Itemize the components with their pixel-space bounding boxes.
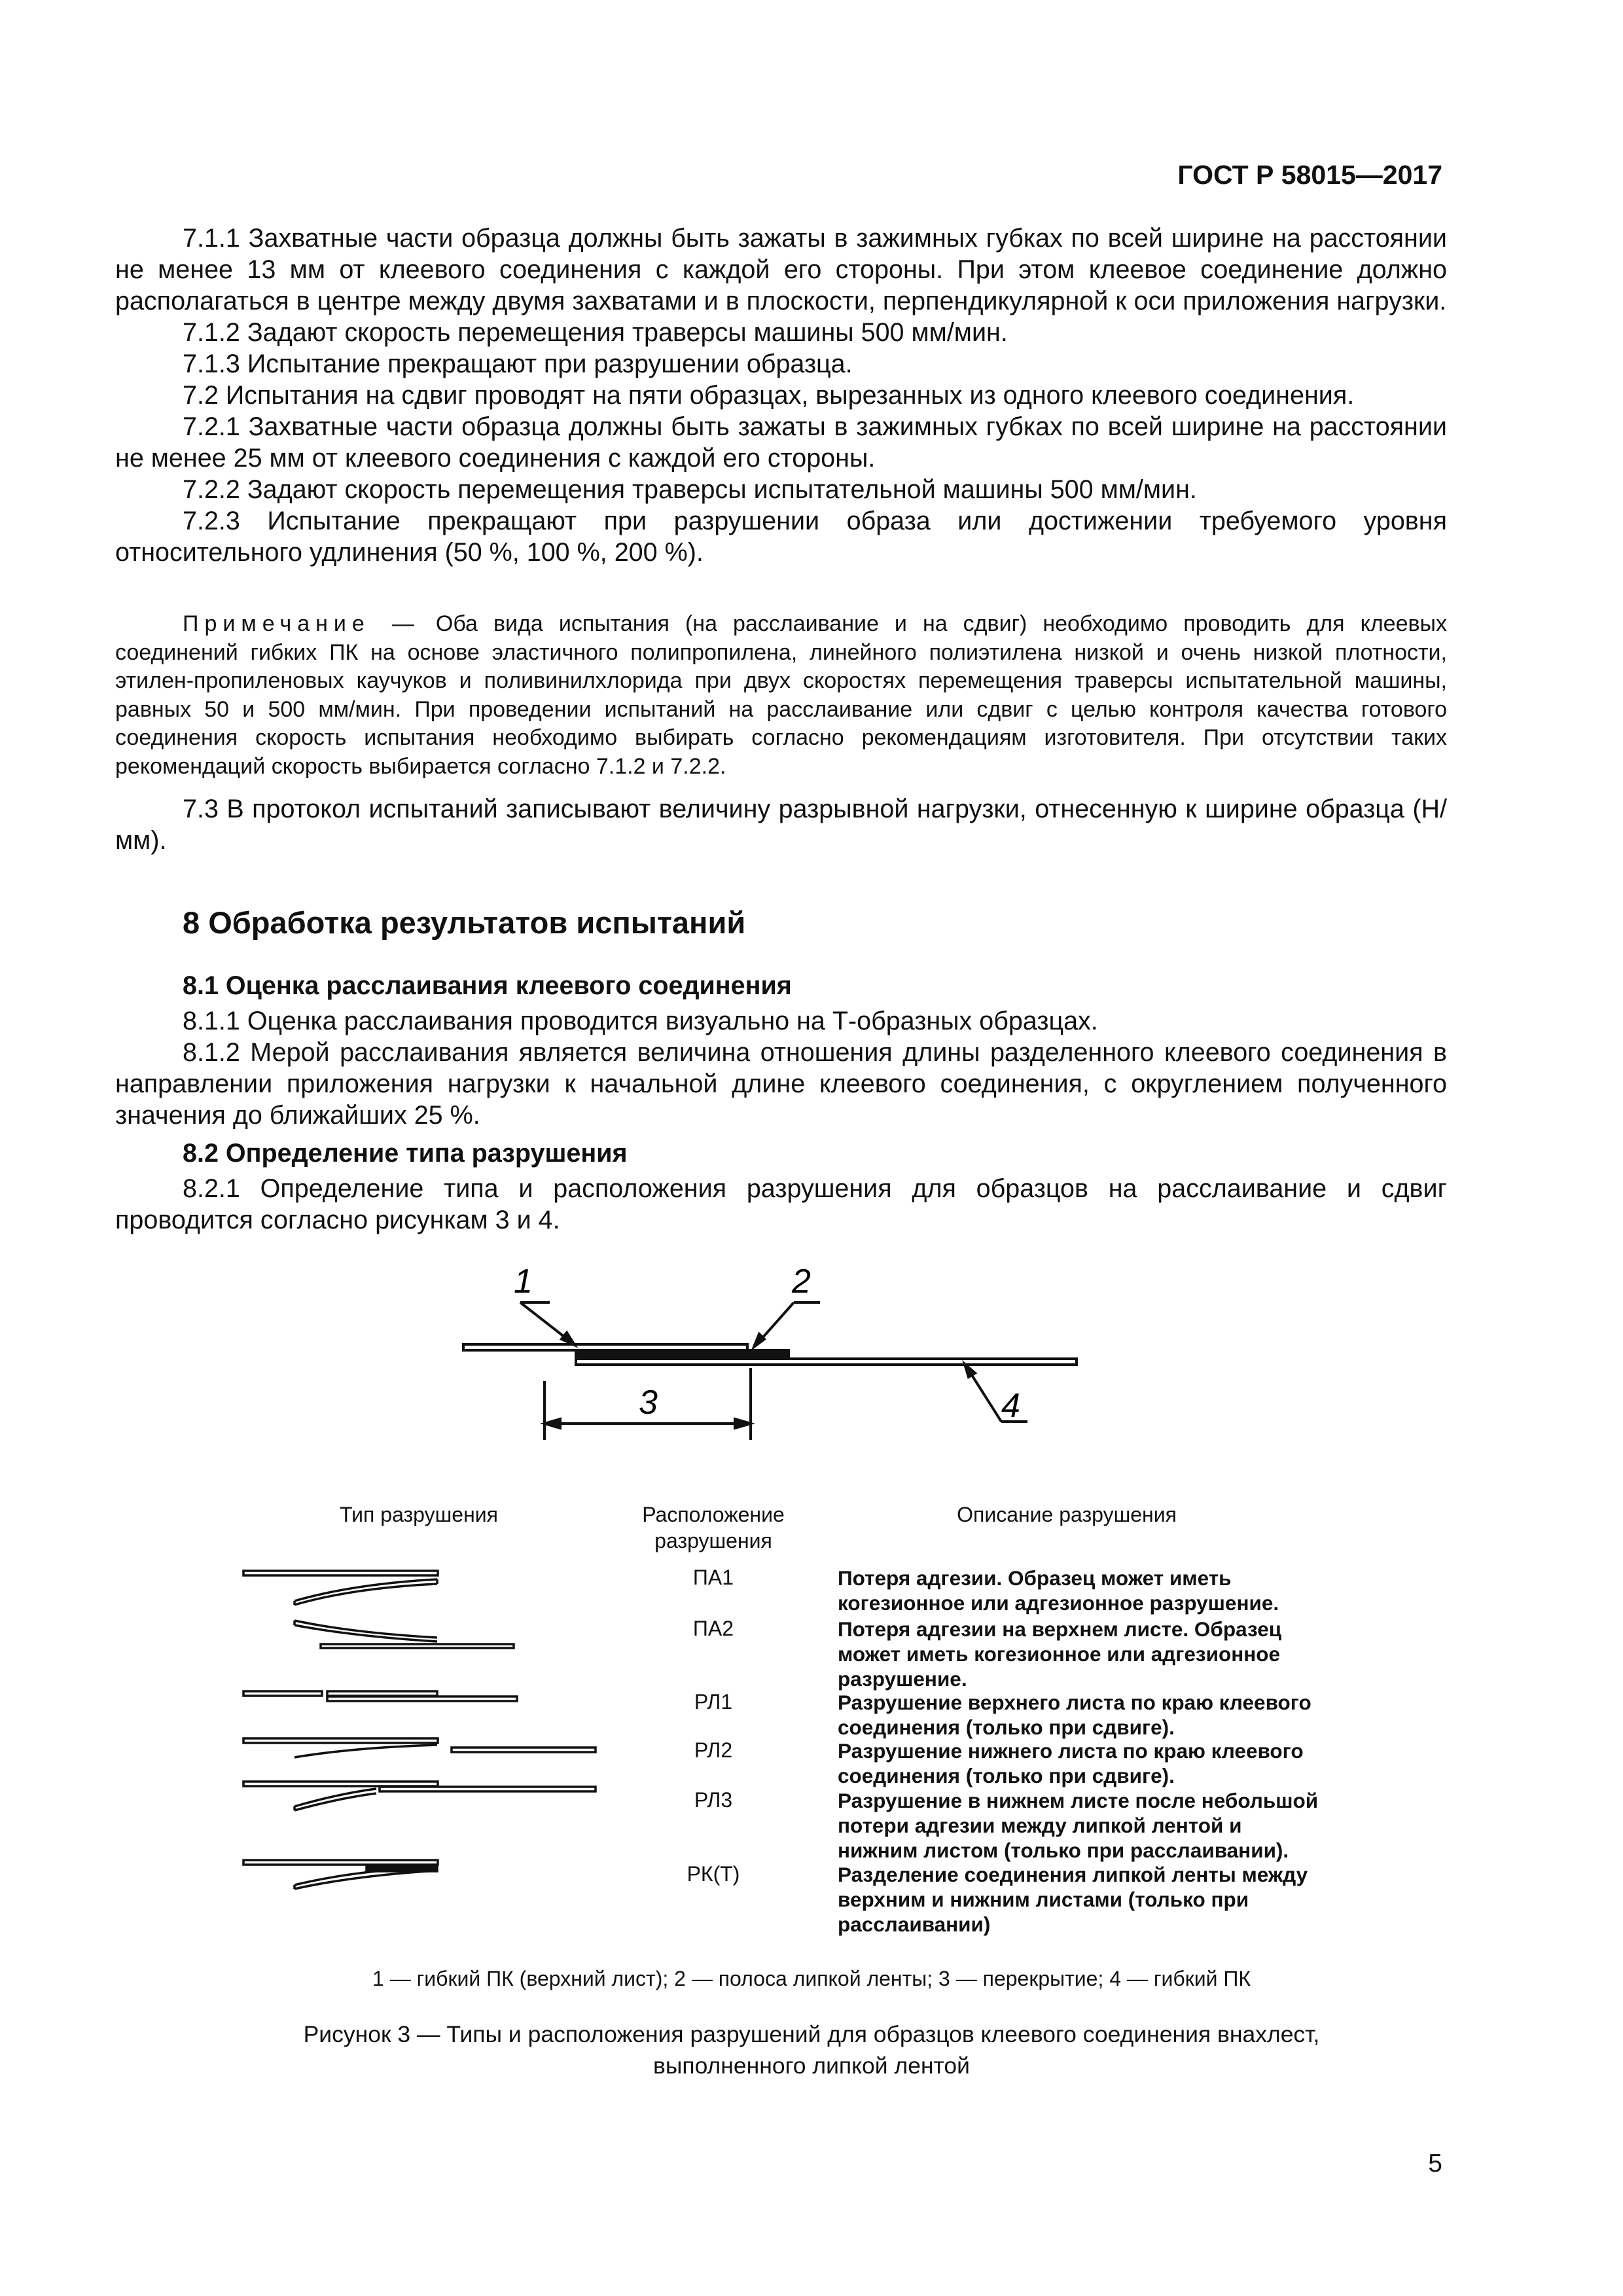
code-rl1: РЛ1 [694,1690,733,1713]
arrow-2 [754,1334,764,1347]
desc-pa1: Потеря адгезии. Образец может иметь когезионное или адгезионное разрушение. [838,1566,1279,1615]
desc-pa2: Потеря адгезии на верхнем листе. Образец может иметь когезионное или адгезионное разрушение. [838,1617,1282,1691]
desc-rl1: Разрушение верхнего листа по краю клеевого соединения (только при сдвиге). [838,1691,1311,1739]
paragraph-7-3-block [115,793,1447,856]
col-header-description: Описание разрушения [957,1503,1177,1526]
col-header-location: Расположение разрушения [642,1503,785,1552]
fig-label-4: 4 [1001,1387,1020,1425]
paragraph-8-1-1: 8.1.1 Оценка расслаивания проводится визуально на Т-образных образцах. [183,1007,1098,1035]
lap-joint-diagram [0,1230,1623,1466]
paragraph-7-1-2: 7.1.2 Задают скорость перемещения траверсы машины 500 мм/мин. [183,318,1008,347]
note-label: Примечание — [183,611,420,636]
figure-legend: 1 — гибкий ПК (верхний лист); 2 — полоса липкой ленты; 3 — перекрытие; 4 — гибкий ПК [372,1967,1251,1990]
tape-strip [576,1350,789,1359]
sketch-rl1 [243,1691,517,1701]
paragraph-7-1-3: 7.1.3 Испытание прекращают при разрушении образца. [183,350,853,378]
desc-rl2: Разрушение нижнего листа по краю клеевого соединения (только при сдвиге). [838,1739,1304,1787]
code-rl3: РЛ3 [694,1788,733,1812]
page-number: 5 [1428,2149,1442,2178]
code-rl2: РЛ2 [694,1738,733,1762]
paragraph-7-3: 7.3 В протокол испытаний записывают величину разрывной нагрузки, отнесенную к ширине образца (Н/мм). [115,795,1447,855]
code-rkt: РК(Т) [687,1862,740,1886]
desc-rl3: Разрушение в нижнем листе после небольшой потери адгезии между липкой лентой и нижним листом (только при расслаивании). [838,1789,1319,1862]
paragraph-7-2-2: 7.2.2 Задают скорость перемещения траверсы испытательной машины 500 мм/мин. [183,475,1197,504]
failure-type-sketches [0,1551,1623,1918]
sketch-rl2 [243,1738,596,1757]
code-pa1: ПА1 [692,1566,734,1589]
paragraph-7-1-1: 7.1.1 Захватные части образца должны быть зажаты в зажимных губках по всей ширине на расстоянии не менее 13 мм от клеевого соединения с каждой его стороны. При этом клеевое соединение должно располагаться в центре между двумя захватами и в плоскости, перпендикулярной к оси приложения нагрузки. [115,224,1447,315]
sketch-rkt [243,1860,438,1889]
code-pa2: ПА2 [692,1617,734,1640]
sketch-rl3 [243,1782,596,1810]
sketch-pa2 [294,1621,514,1648]
paragraph-7-2: 7.2 Испытания на сдвиг проводят на пяти образцах, вырезанных из одного клеевого соединения. [183,381,1355,410]
note-text: Оба вида испытания (на расслаивание и на сдвиг) необходимо проводить для клеевых соединений гибких ПК на основе эластичного полипропилена, линейного полиэтилена низкой и очень низкой плотности, этилен-пропиленовых каучуков и поливинилхлорида при двух скоростях перемещения траверсы испытательной машины, равных 50 и 500 мм/мин. При проведении испытаний на расслаивание или сдвиг с целью контроля качества готового соединения скорость испытания необходимо выбирать согласно рекомендациям изготовителя. При отсутствии таких рекомендаций скорость выбирается согласно 7.1.2 и 7.2.2. [115,611,1447,779]
section-8-1-block [115,1005,1447,1131]
section-8-2-block [115,1173,1447,1236]
paragraph-7-2-1: 7.2.1 Захватные части образца должны быть зажаты в зажимных губках по всей ширине на расстоянии не менее 25 мм от клеевого соединения с каждой его стороны. [115,412,1447,473]
fig-label-3: 3 [639,1384,658,1422]
fig-label-1: 1 [514,1263,533,1300]
fig-label-2: 2 [792,1263,811,1300]
paragraph-7-2-3: 7.2.3 Испытание прекращают при разрушении образа или достижении требуемого уровня относительного удлинения (50 %, 100 %, 200 %). [115,507,1447,567]
standard-number: ГОСТ Р 58015—2017 [1177,160,1442,190]
desc-rkt: Разделение соединения липкой ленты между верхним и нижним листами (только при расслаивании) [838,1863,1308,1936]
figure-caption-line2: выполненного липкой лентой [653,2053,970,2079]
figure-caption [0,2018,1623,2081]
section-8-1-title: 8.1 Оценка расслаивания клеевого соединения [183,971,792,1000]
paragraph-8-1-2: 8.1.2 Мерой расслаивания является величина отношения длины разделенного клеевого соединения в направлении приложения нагрузки к начальной длине клеевого соединения, с округлением полученного значения до ближайших 25 %. [115,1038,1447,1130]
col-header-type: Тип разрушения [340,1503,498,1526]
section-8-2-title: 8.2 Определение типа разрушения [183,1139,628,1168]
paragraph-8-2-1: 8.2.1 Определение типа и расположения разрушения для образцов на расслаивание и сдвиг проводится согласно рисункам 3 и 4. [115,1174,1447,1234]
section-8-title: 8 Обработка результатов испытаний [183,905,746,940]
note [115,610,1447,781]
paragraph-block [115,223,1447,568]
sketch-pa1 [243,1571,438,1605]
figure-caption-line1: Рисунок 3 — Типы и расположения разрушений для образцов клеевого соединения внахлест, [303,2021,1320,2047]
